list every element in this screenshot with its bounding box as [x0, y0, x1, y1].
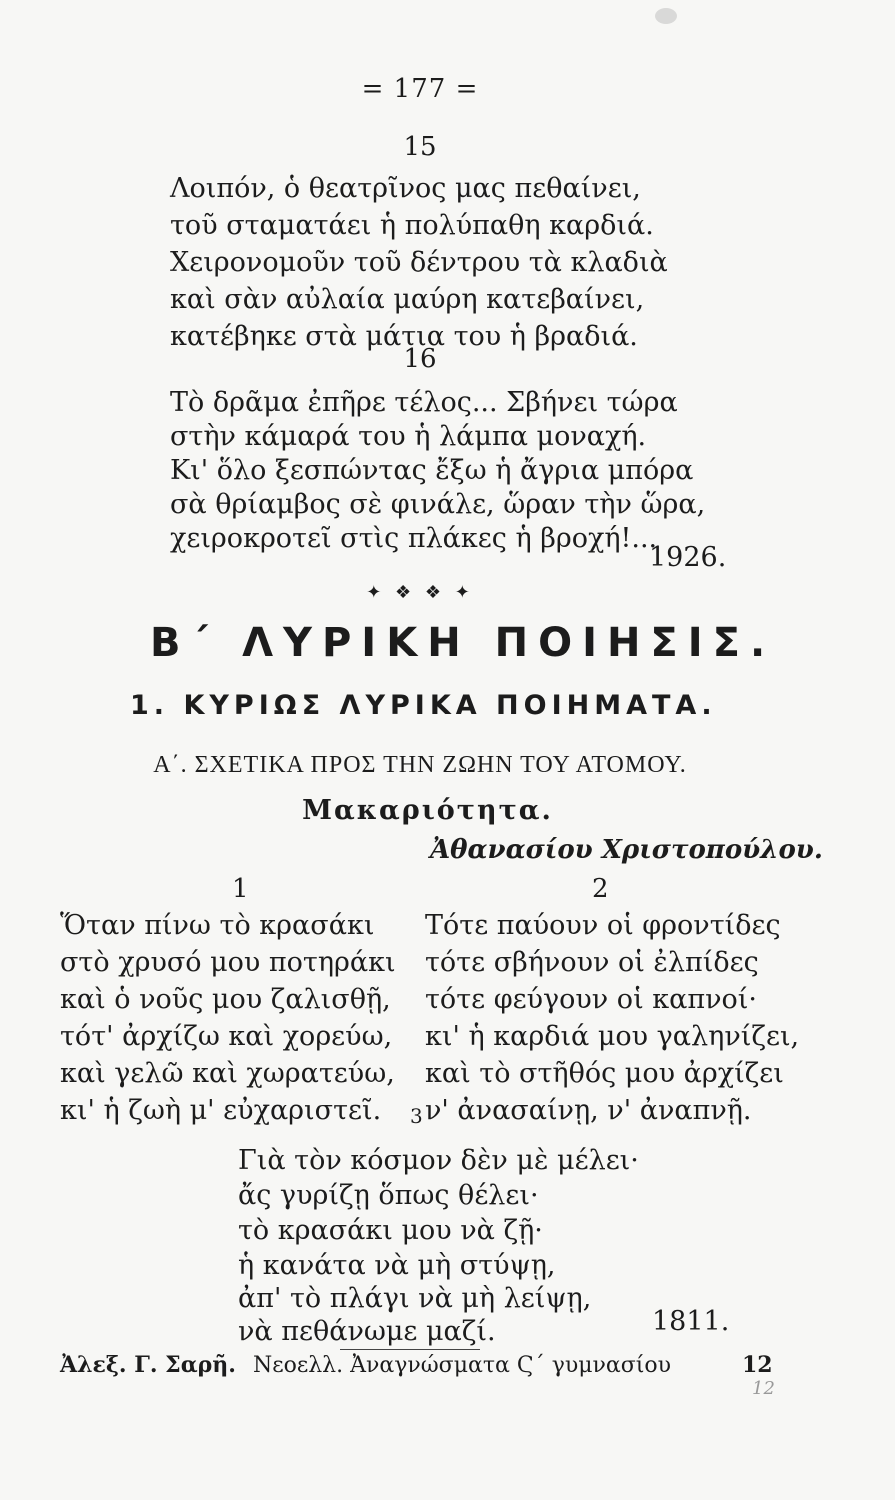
verse-line: Γιὰ τὸν κόσμον δὲν μὲ μέλει·	[238, 1145, 639, 1176]
stanza-number: 3	[410, 1104, 423, 1128]
footer-author: Ἀλεξ. Γ. Σαρῆ.	[60, 1352, 236, 1378]
verse-line: τὸ κρασάκι μου νὰ ζῇ·	[238, 1215, 543, 1246]
page-number: = 177 =	[361, 74, 479, 104]
verse-line: καὶ ὁ νοῦς μου ζαλισθῇ,	[60, 984, 391, 1015]
verse-line: καὶ τὸ στῆθός μου ἀρχίζει	[425, 1058, 784, 1089]
subsection-title: 1. ΚΥΡΙΩΣ ΛΥΡΙΚΑ ΠΟΙΗΜΑΤΑ.	[130, 690, 717, 721]
verse-line: τότ' ἀρχίζω καὶ χορεύω,	[60, 1021, 393, 1052]
verse-line: χειροκροτεῖ στὶς πλάκες ἡ βροχή!...	[170, 523, 658, 554]
category-heading: Α΄. ΣΧΕΤΙΚΑ ΠΡΟΣ ΤΗΝ ΖΩΗΝ ΤΟΥ ΑΤΟΜΟΥ.	[153, 752, 687, 778]
verse-line: ἡ κανάτα νὰ μὴ στύψῃ,	[238, 1250, 556, 1281]
verse-line: Λοιπόν, ὁ θεατρῖνος μας πεθαίνει,	[170, 173, 641, 204]
verse-line: Τότε παύουν οἱ φροντίδες	[425, 910, 781, 941]
verse-line: κατέβηκε στὰ μάτια του ἡ βραδιά.	[170, 321, 638, 352]
poem-year: 1926.	[649, 542, 727, 573]
stanza-number: 2	[592, 874, 609, 904]
verse-line: στὸ χρυσό μου ποτηράκι	[60, 947, 396, 978]
ornament-divider: ✦ ❖ ❖ ✦	[366, 582, 474, 603]
stanza-number: 16	[403, 344, 437, 374]
verse-line: νὰ πεθάνωμε μαζί.	[238, 1316, 496, 1347]
page-footer	[60, 1352, 671, 1378]
handwritten-mark: 12	[752, 1378, 775, 1399]
verse-line: κι' ἡ ζωὴ μ' εὐχαριστεῖ.	[60, 1095, 382, 1126]
scan-smudge	[655, 8, 677, 24]
verse-line: κι' ἡ καρδιά μου γαληνίζει,	[425, 1021, 800, 1052]
verse-line: τότε σβήνουν οἱ ἐλπίδες	[425, 947, 759, 978]
verse-line: Ὅταν πίνω τὸ κρασάκι	[60, 910, 375, 941]
verse-line: στὴν κάμαρά του ἡ λάμπα μοναχή.	[170, 421, 647, 452]
verse-line: τοῦ σταματάει ἡ πολύπαθη καρδιά.	[170, 210, 654, 241]
verse-line: καὶ σὰν αὐλαία μαύρη κατεβαίνει,	[170, 284, 645, 315]
verse-line: Τὸ δρᾶμα ἐπῆρε τέλος... Σβήνει τώρα	[170, 387, 678, 418]
stanza-number: 15	[403, 132, 437, 162]
verse-line: ν' ἀνασαίνῃ, ν' ἀναπνῇ.	[425, 1095, 752, 1126]
signature-number: 12	[742, 1352, 773, 1378]
footer-rule	[340, 1349, 480, 1350]
verse-line: ἄς γυρίζῃ ὅπως θέλει·	[238, 1180, 539, 1211]
verse-line: Χειρονομοῦν τοῦ δέντρου τὰ κλαδιὰ	[170, 247, 668, 278]
poem-author: Ἀθανασίου Χριστοπούλου.	[430, 835, 823, 865]
stanza-number: 1	[232, 874, 249, 904]
verse-line: καὶ γελῶ καὶ χωρατεύω,	[60, 1058, 395, 1089]
verse-line: Κι' ὅλο ξεσπώντας ἔξω ἡ ἄγρια μπόρα	[170, 455, 694, 486]
verse-line: ἀπ' τὸ πλάγι νὰ μὴ λείψῃ,	[238, 1283, 592, 1314]
poem-year: 1811.	[652, 1306, 730, 1337]
verse-line: σὰ θρίαμβος σὲ φινάλε, ὥραν τὴν ὥρα,	[170, 489, 706, 520]
verse-line: τότε φεύγουν οἱ καπνοί·	[425, 984, 757, 1015]
section-title: Β΄ ΛΥΡΙΚΗ ΠΟΙΗΣΙΣ.	[150, 620, 776, 666]
poem-title: Μακαριότητα.	[302, 795, 553, 826]
footer-book-title: Νεοελλ. Ἀναγνώσματα Ϛ΄ γυμνασίου	[252, 1353, 672, 1378]
